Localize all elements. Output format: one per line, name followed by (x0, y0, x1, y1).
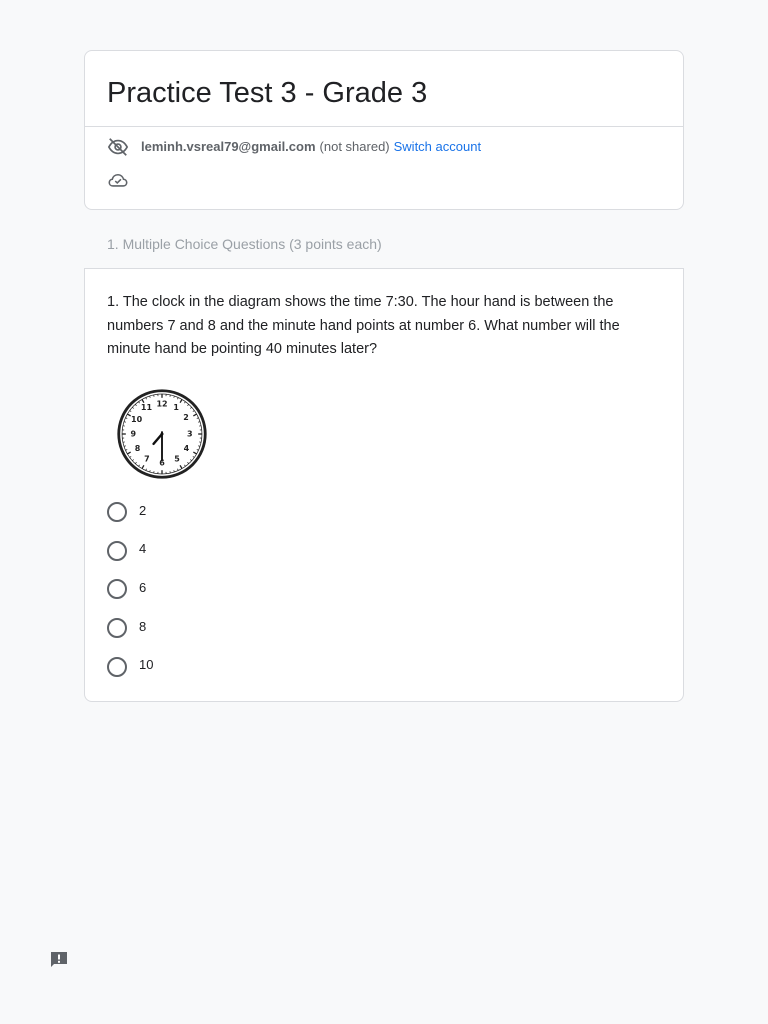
svg-text:2: 2 (183, 412, 189, 422)
option-label: 2 (139, 502, 147, 518)
answer-option[interactable] (107, 532, 153, 571)
svg-text:1: 1 (173, 403, 179, 413)
not-shared-text: (not shared) (319, 139, 390, 154)
section-title: 1. Multiple Choice Questions (3 points each) (107, 236, 382, 252)
svg-text:5: 5 (174, 454, 180, 464)
report-problem-icon[interactable] (49, 950, 69, 970)
svg-text:4: 4 (183, 443, 190, 453)
answer-option[interactable] (107, 647, 153, 686)
eye-off-icon (107, 136, 129, 158)
account-email: leminh.vsreal79@gmail.com (141, 139, 316, 154)
clock-image (115, 387, 209, 481)
option-label: 8 (139, 618, 147, 634)
radio-button[interactable] (107, 618, 127, 638)
answer-options (107, 493, 153, 686)
radio-button[interactable] (107, 541, 127, 561)
svg-text:9: 9 (130, 429, 137, 439)
answer-option[interactable] (107, 570, 153, 609)
form-title: Practice Test 3 - Grade 3 (85, 51, 683, 127)
form-header-card (84, 50, 684, 210)
answer-option[interactable] (107, 609, 153, 648)
account-row (85, 135, 683, 159)
svg-text:8: 8 (134, 443, 141, 453)
radio-button[interactable] (107, 657, 127, 677)
option-label: 6 (139, 579, 147, 595)
svg-text:7: 7 (144, 454, 150, 464)
svg-text:10: 10 (131, 414, 143, 424)
save-status-row (85, 159, 683, 193)
svg-text:3: 3 (186, 429, 193, 439)
radio-button[interactable] (107, 579, 127, 599)
question-text: 1. The clock in the diagram shows the time 7:30. The hour hand is between the numbers 7 and 8 and the minute hand points at number 6. What number will the minute hand be pointing 40 minutes later? (107, 294, 620, 357)
question-card (84, 268, 684, 702)
cloud-check-icon (107, 169, 129, 191)
radio-button[interactable] (107, 502, 127, 522)
answer-option[interactable] (107, 493, 153, 532)
option-label: 4 (139, 541, 147, 557)
svg-text:12: 12 (156, 399, 168, 409)
option-label: 10 (139, 657, 154, 673)
svg-text:11: 11 (140, 403, 153, 413)
svg-text:6: 6 (159, 458, 165, 468)
switch-account-link[interactable]: Switch account (393, 139, 482, 154)
